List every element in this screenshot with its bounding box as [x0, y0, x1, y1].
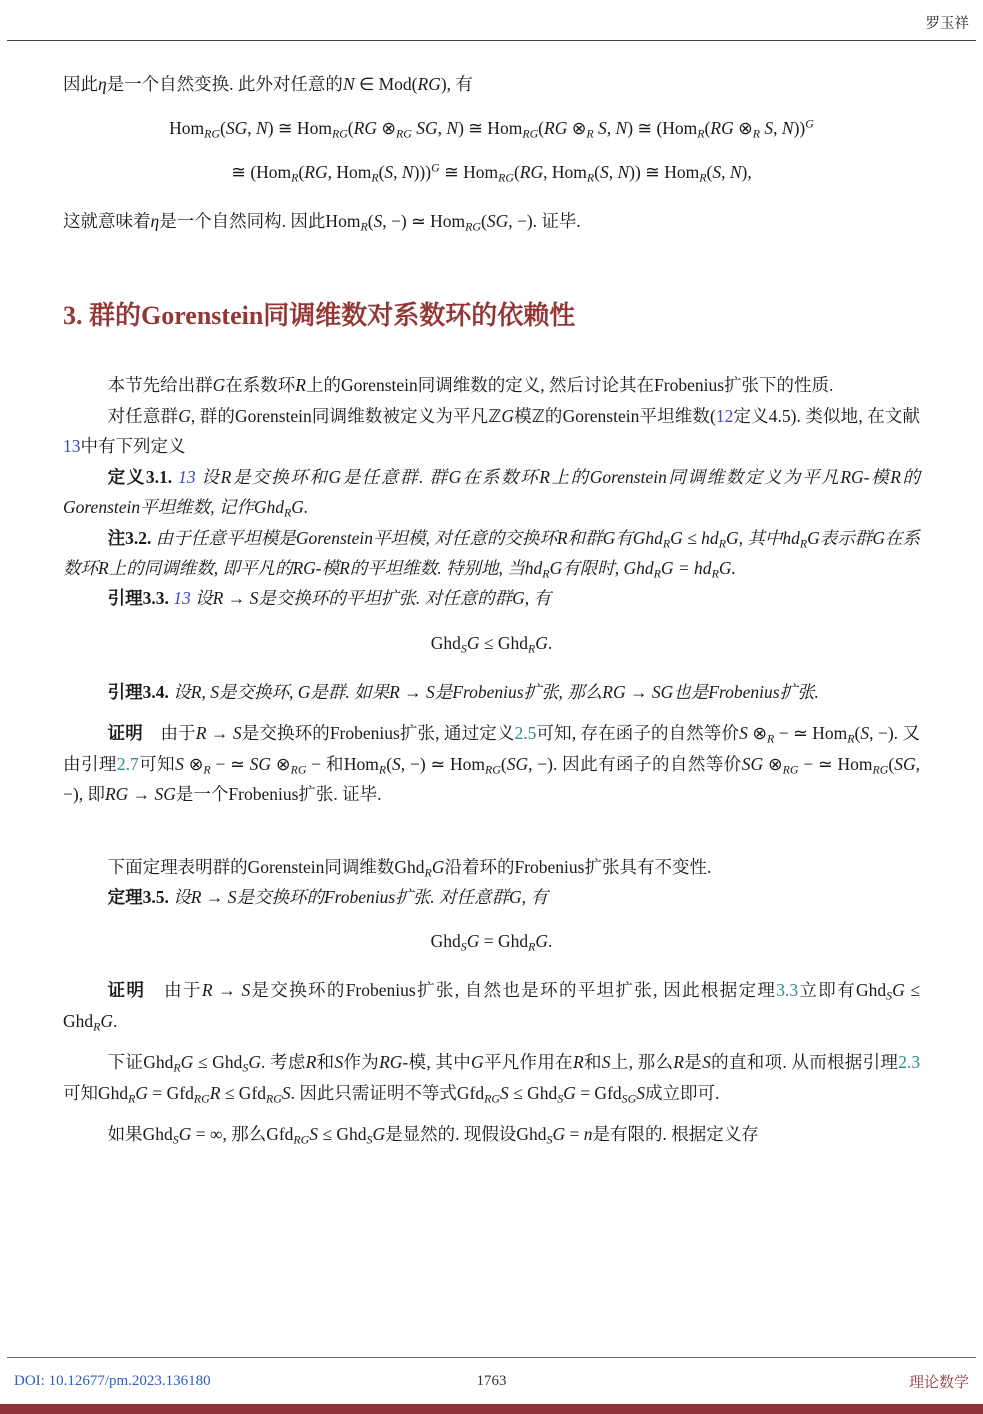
definition-3-1: 定义3.1. 13 设R是交换环和G是任意群. 群G在系数环R上的Gorenstein同调维数定义为平凡RG-模R的Gorenstein平坦维数, 记作Ghd$_R$G. [63, 466, 921, 520]
section-heading: 3. 群的Gorenstein同调维数对系数环的依赖性 [63, 300, 576, 330]
citation-link[interactable]: 13 [173, 588, 191, 609]
internal-ref-link[interactable]: 2.7 [116, 753, 139, 774]
paragraph-theorem-intro: 下面定理表明群的Gorenstein同调维数Ghd$_R$G沿着环的Frobenius扩张具有不变性. [107, 856, 712, 880]
display-formula-lemma-3-3 [63, 629, 920, 658]
journal-name: 理论数学 [908, 1374, 969, 1391]
internal-ref-link[interactable]: 2.5 [514, 723, 537, 744]
display-formula-hom-isomorphisms [63, 114, 920, 187]
citation-link[interactable]: 13 [63, 436, 81, 457]
doi-link[interactable]: DOI: 10.12677/pm.2023.136180 [14, 1372, 211, 1389]
citation-link[interactable]: 12 [715, 405, 734, 426]
formula-ghd-equality: Ghd$_S$G = Ghd$_R$G. [430, 931, 553, 954]
page-footer [0, 1358, 983, 1404]
formula-ghd-inequality: Ghd$_S$G ≤ Ghd$_R$G. [430, 632, 553, 656]
lemma-3-3: 引理3.3. 13 设R → S是交换环的平坦扩张. 对任意的群G, 有 [107, 588, 551, 609]
page-header [0, 0, 983, 40]
paragraph-section-intro: 本节先给出群G在系数环R上的Gorenstein同调维数的定义, 然后讨论其在Frobenius扩张下的性质. [107, 375, 834, 396]
paragraph-natural-isomorphism-conclusion: 这就意味着η是一个自然同构. 因此Hom$_R$(S, −) ≃ Hom$_{RG}$(SG, −). 证毕. [63, 211, 581, 234]
paragraph-definition-intro: 对任意群G, 群的Gorenstein同调维数被定义为平凡ℤG模ℤ的Gorenstein平坦维数(12定义4.5). 类似地, 在文献13中有下列定义 [63, 405, 920, 457]
lemma-3-4: 引理3.4. 设R, S是交换环, G是群. 如果R → S是Frobenius扩张, 那么RG → SG也是Frobenius扩张. [107, 681, 819, 702]
internal-ref-link[interactable]: 3.3 [776, 980, 799, 1001]
formula-line-2: ≅ (Hom$_R$(RG, Hom$_R$(S, N)))$^G$ ≅ Hom$_{RG}$(RG, Hom$_R$(S, N)) ≅ Hom$_R$(S, N), [231, 160, 752, 185]
theorem-3-5: 定理3.5. 设R → S是交换环的Frobenius扩张. 对任意群G, 有 [107, 886, 548, 907]
internal-ref-link[interactable]: 2.3 [898, 1052, 921, 1073]
bottom-accent-bar [0, 1404, 983, 1414]
page-number: 1763 [476, 1372, 507, 1389]
proof-theorem-3-5-part-2: 下证Ghd$_R$G ≤ Ghd$_S$G. 考虑R和S作为RG-模, 其中G平凡作用在R和S上, 那么R是S的直和项. 从而根据引理2.3可知Ghd$_R$G = Gfd$_{RG}$R ≤ Gfd$_{RG}$S. 因此只需证明不等式Gfd$_{RG}$S ≤ Ghd$_S$G = Gfd$_{SG}$S成立即可. [63, 1052, 921, 1106]
paragraph-natural-transformation: 因此η是一个自然变换. 此外对任意的N ∈ Mod(RG), 有 [63, 74, 473, 94]
display-formula-theorem-3-5 [63, 927, 920, 956]
formula-line-1: Hom$_{RG}$(SG, N) ≅ Hom$_{RG}$(RG $\otimes_{RG}$ SG, N) ≅ Hom$_{RG}$(RG $\otimes_R$ S, N) ≅ (Hom$_R$(RG $\otimes_R$ S, N))$^G$ [169, 116, 814, 141]
proof-theorem-3-5-part-3: 如果Ghd$_S$G = ∞, 那么Gfd$_{RG}$S ≤ Ghd$_S$G是显然的. 现假设Ghd$_S$G = n是有限的. 根据定义存 [107, 1124, 759, 1147]
remark-3-2: 注3.2. 由于任意平坦模是Gorenstein平坦模, 对任意的交换环R和群G有$Ghd_RG \le hd_RG$, 其中$hd_RG$表示群G在系数环R上的同调维数, 即平凡的RG-模R的平坦维数. 特别地, 当$hd_RG$有限时, $Ghd_RG = hd_RG$. [63, 527, 921, 581]
proof-theorem-3-5-part-1: 证明 由于R → S是交换环的Frobenius扩张, 自然也是环的平坦扩张, 因此根据定理3.3立即有Ghd$_S$G ≤ Ghd$_R$G. [63, 980, 921, 1034]
proof-lemma-3-4: 证明 由于R → S是交换环的Frobenius扩张, 通过定义2.5可知, 存在函子的自然等价S $\otimes_R$ − ≃ Hom$_R$(S, −). 又由引理2.7可知S $\otimes_R$ − ≃ SG $\otimes_{RG}$ − 和Hom$_R$(S, −) ≃ Hom$_{RG}$(SG, −). 因此有函子的自然等价SG $\otimes_{RG}$ − ≃ Hom$_{RG}$(SG, −), 即RG → SG是一个Frobenius扩张. 证毕. [63, 723, 921, 805]
running-head-author: 罗玉祥 [925, 16, 969, 32]
page-body [0, 41, 983, 1357]
citation-link[interactable]: 13 [178, 466, 196, 487]
